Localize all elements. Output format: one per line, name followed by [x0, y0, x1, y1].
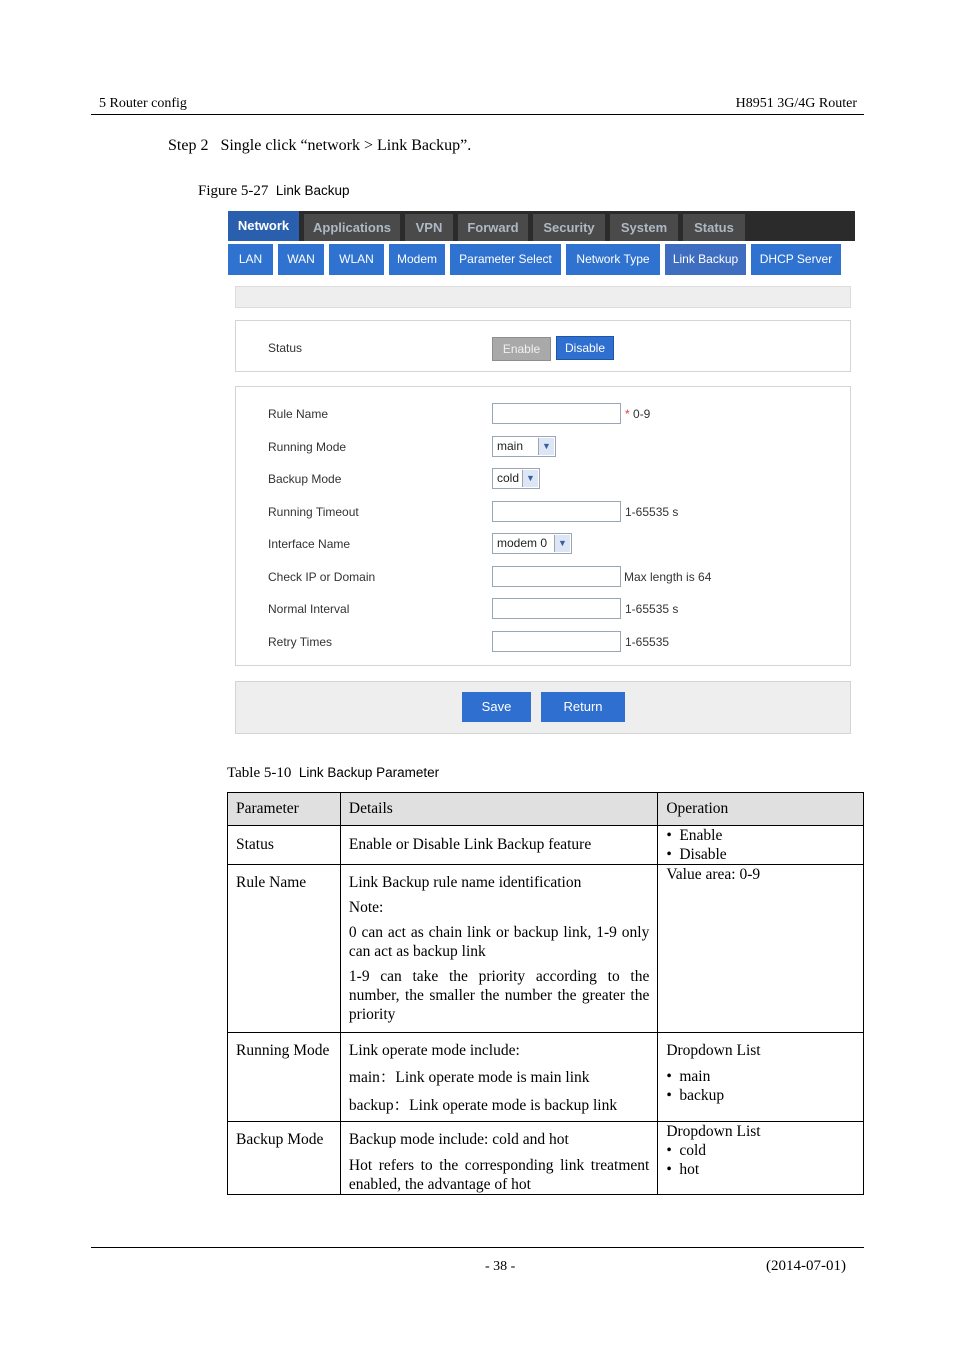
column-header: Operation [658, 793, 864, 826]
operation-cell [658, 1122, 864, 1195]
table-caption [227, 765, 439, 782]
status-panel [235, 320, 851, 372]
table-title: Link Backup Parameter [298, 765, 440, 780]
page-number: - 38 - [485, 1259, 516, 1274]
normal-interval-label: Normal Interval [268, 602, 350, 616]
rule-form-panel [235, 386, 851, 666]
operation-text: Value area: 0-9 [666, 866, 761, 883]
required-marker: * [625, 407, 630, 421]
param-name: Status [236, 836, 274, 853]
top-nav [228, 211, 855, 241]
tab-network[interactable]: Network [228, 211, 299, 241]
return-button[interactable]: Return [541, 692, 625, 722]
details-cell [340, 1122, 657, 1195]
operation-title: Dropdown List [666, 1123, 761, 1140]
retry-times-hint: 1-65535 [625, 635, 670, 649]
parameter-table [227, 792, 864, 1195]
details-cell [340, 1033, 657, 1122]
details-text: backup：Link operate mode is backup link [348, 1097, 618, 1114]
running-header-chapter: 5 Router config [99, 96, 187, 111]
details-text: Note: [348, 899, 384, 916]
param-cell [228, 1033, 341, 1122]
column-header: Details [340, 793, 657, 826]
column-header: Parameter [228, 793, 341, 826]
subtab-wlan[interactable]: WLAN [329, 244, 384, 275]
details-text: 1-9 can take the priority according to the number, the smaller the number the greater the priority [348, 968, 650, 1023]
button-bar [235, 681, 851, 734]
running-timeout-hint: 1-65535 s [625, 505, 679, 519]
check-ip-label: Check IP or Domain [268, 570, 376, 584]
details-cell [340, 826, 657, 865]
param-cell [228, 865, 341, 1033]
tab-status[interactable]: Status [683, 214, 745, 241]
footer-rule [91, 1247, 864, 1248]
param-name: Running Mode [236, 1042, 330, 1059]
running-mode-select[interactable] [492, 436, 556, 457]
operation-cell [658, 865, 864, 1033]
rule-name-range: 0-9 [633, 407, 651, 421]
chevron-down-icon: ▼ [522, 470, 538, 487]
details-text: Link operate mode include: [348, 1042, 520, 1059]
rule-name-input[interactable] [492, 403, 621, 424]
retry-times-label: Retry Times [268, 635, 333, 649]
details-cell [340, 865, 657, 1033]
interface-name-value: modem 0 [497, 536, 548, 550]
tab-security[interactable]: Security [533, 214, 605, 241]
operation-item: • main [679, 1067, 855, 1086]
tab-forward[interactable]: Forward [458, 214, 528, 241]
sub-nav [228, 241, 855, 275]
operation-list [666, 1067, 855, 1105]
details-text: main：Link operate mode is main link [348, 1069, 590, 1086]
operation-title: Dropdown List [666, 1042, 761, 1059]
param-name: Rule Name [236, 874, 307, 891]
rule-name-hint [625, 407, 650, 421]
disable-button[interactable]: Disable [556, 336, 614, 360]
figure-title: Link Backup [275, 183, 350, 198]
details-text: Hot refers to the corresponding link treatment enabled, the advantage of hot [348, 1157, 650, 1193]
document-date: (2014-07-01) [766, 1258, 846, 1274]
ui-gray-bar [235, 286, 851, 308]
details-text: Enable or Disable Link Backup feature [348, 836, 592, 853]
figure-caption [198, 183, 349, 200]
details-text: Link Backup rule name identification [348, 874, 582, 891]
operation-item: • Disable [679, 845, 855, 864]
subtab-dhcp-server[interactable]: DHCP Server [751, 244, 841, 275]
operation-cell [658, 826, 864, 865]
normal-interval-hint: 1-65535 s [625, 602, 679, 616]
running-timeout-label: Running Timeout [268, 505, 359, 519]
check-ip-hint: Max length is 64 [624, 570, 712, 584]
tab-vpn[interactable]: VPN [405, 214, 453, 241]
tab-system[interactable]: System [610, 214, 678, 241]
step-line [168, 137, 471, 155]
subtab-modem[interactable]: Modem [389, 244, 445, 275]
subtab-network-type[interactable]: Network Type [566, 244, 660, 275]
subtab-parameter-select[interactable]: Parameter Select [450, 244, 561, 275]
operation-item: • cold [679, 1141, 855, 1160]
router-ui-screenshot [228, 211, 855, 736]
backup-mode-label: Backup Mode [268, 472, 342, 486]
retry-times-input[interactable] [492, 631, 621, 652]
table-header-row [228, 793, 864, 826]
table-row [228, 1122, 864, 1195]
running-timeout-input[interactable] [492, 501, 621, 522]
chevron-down-icon: ▼ [554, 535, 570, 552]
step-number: Step 2 [168, 137, 209, 154]
enable-button[interactable]: Enable [492, 337, 551, 361]
details-text: Backup mode include: cold and hot [348, 1131, 569, 1148]
running-mode-value: main [497, 439, 524, 453]
param-cell [228, 1122, 341, 1195]
subtab-lan[interactable]: LAN [228, 244, 273, 275]
operation-item: • Enable [679, 826, 855, 845]
table-row [228, 865, 864, 1033]
status-label: Status [268, 341, 303, 355]
param-cell [228, 826, 341, 865]
normal-interval-input[interactable] [492, 598, 621, 619]
operation-item: • hot [679, 1160, 855, 1179]
backup-mode-value: cold [497, 471, 520, 485]
save-button[interactable]: Save [462, 692, 531, 722]
chevron-down-icon: ▼ [538, 438, 554, 455]
running-mode-label: Running Mode [268, 440, 347, 454]
figure-number: Figure 5-27 [198, 183, 269, 199]
operation-list [666, 1141, 855, 1179]
interface-name-label: Interface Name [268, 537, 351, 551]
interface-name-select[interactable] [492, 533, 572, 554]
rule-name-label: Rule Name [268, 407, 329, 421]
operation-list [666, 826, 855, 864]
tab-applications[interactable]: Applications [304, 214, 400, 241]
details-text: 0 can act as chain link or backup link, 1-9 only can act as backup link [348, 924, 650, 960]
table-number: Table 5-10 [227, 765, 292, 781]
table-row [228, 826, 864, 865]
step-text: Single click “network > Link Backup”. [220, 137, 472, 154]
running-header-product: H8951 3G/4G Router [735, 96, 857, 111]
backup-mode-select[interactable] [492, 468, 540, 489]
operation-item: • backup [679, 1086, 855, 1105]
param-name: Backup Mode [236, 1131, 324, 1148]
check-ip-input[interactable] [492, 566, 621, 587]
header-rule [91, 114, 864, 115]
subtab-wan[interactable]: WAN [278, 244, 324, 275]
subtab-link-backup[interactable]: Link Backup [665, 244, 746, 275]
table-row [228, 1033, 864, 1122]
operation-cell [658, 1033, 864, 1122]
